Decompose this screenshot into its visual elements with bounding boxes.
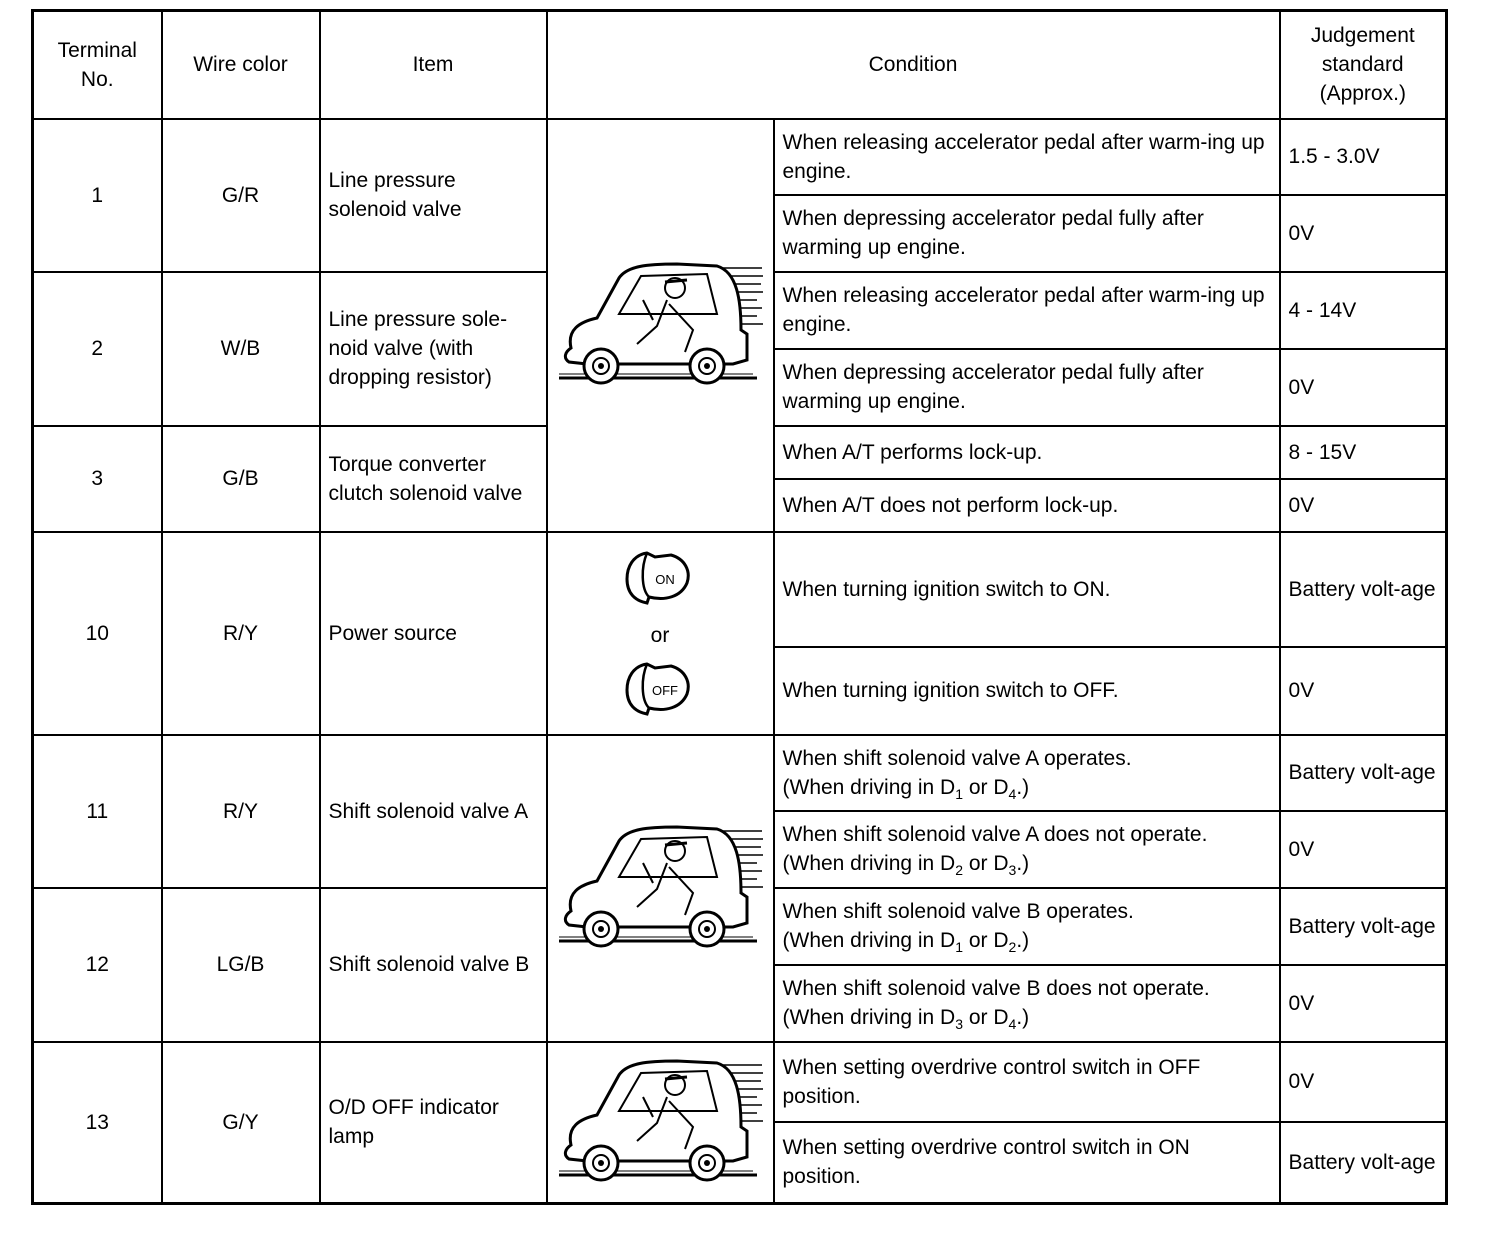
terminal-no: 12 bbox=[33, 888, 162, 1042]
driving-car-icon bbox=[557, 1057, 763, 1187]
ignition-key-on-icon bbox=[625, 549, 695, 607]
condition-illustration bbox=[547, 735, 774, 1042]
ignition-illustration bbox=[547, 532, 774, 735]
key-on-label: ON bbox=[655, 571, 675, 587]
item-name: Power source bbox=[320, 532, 547, 735]
wire-color: G/Y bbox=[162, 1042, 320, 1204]
header-wire-color: Wire color bbox=[162, 11, 320, 119]
header-item: Item bbox=[320, 11, 547, 119]
item-name: Torque converter clutch solenoid valve bbox=[320, 426, 547, 532]
terminal-no: 2 bbox=[33, 272, 162, 426]
condition-text: When turning ignition switch to ON. bbox=[774, 532, 1280, 647]
judgement-value: 0V bbox=[1280, 1042, 1447, 1122]
condition-text: When shift solenoid valve A operates. (When driving in $D_1$ or $D_4$.) bbox=[774, 735, 1280, 811]
terminal-no: 1 bbox=[33, 119, 162, 272]
condition-illustration bbox=[547, 119, 774, 532]
condition-text: When A/T performs lock-up. bbox=[774, 426, 1280, 479]
driving-car-icon bbox=[557, 260, 763, 390]
terminal-no: 3 bbox=[33, 426, 162, 532]
condition-text: When shift solenoid valve A does not operate. (When driving in $D_2$ or $D_3$.) bbox=[774, 811, 1280, 888]
judgement-value: Battery volt-age bbox=[1280, 735, 1447, 811]
judgement-value: 0V bbox=[1280, 965, 1447, 1042]
condition-text: When A/T does not perform lock-up. bbox=[774, 479, 1280, 532]
condition-text: When turning ignition switch to OFF. bbox=[774, 647, 1280, 735]
condition-text: When releasing accelerator pedal after warm-ing up engine. bbox=[774, 119, 1280, 195]
or-label: or bbox=[650, 623, 670, 647]
terminal-no: 13 bbox=[33, 1042, 162, 1204]
condition-text: When setting overdrive control switch in OFF position. bbox=[774, 1042, 1280, 1122]
condition-text: When shift solenoid valve B operates. (When driving in $D_1$ or $D_2$.) bbox=[774, 888, 1280, 965]
terminal-inspection-table bbox=[31, 9, 1448, 1205]
driving-car-icon bbox=[557, 823, 763, 953]
condition-text: When depressing accelerator pedal fully after warming up engine. bbox=[774, 349, 1280, 426]
condition-text: When depressing accelerator pedal fully after warming up engine. bbox=[774, 195, 1280, 272]
judgement-value: 4 - 14V bbox=[1280, 272, 1447, 349]
header-terminal-no: Terminal No. bbox=[33, 11, 162, 119]
judgement-value: 0V bbox=[1280, 647, 1447, 735]
condition-illustration bbox=[547, 1042, 774, 1204]
key-off-label: OFF bbox=[652, 682, 678, 698]
wire-color: R/Y bbox=[162, 532, 320, 735]
judgement-value: 0V bbox=[1280, 195, 1447, 272]
wire-color: G/B bbox=[162, 426, 320, 532]
judgement-value: Battery volt-age bbox=[1280, 1122, 1447, 1204]
item-name: O/D OFF indicator lamp bbox=[320, 1042, 547, 1204]
terminal-no: 10 bbox=[33, 532, 162, 735]
condition-text: When shift solenoid valve B does not operate. (When driving in $D_3$ or $D_4$.) bbox=[774, 965, 1280, 1042]
item-name: Shift solenoid valve A bbox=[320, 735, 547, 888]
judgement-value: 0V bbox=[1280, 479, 1447, 532]
condition-text: When releasing accelerator pedal after warm-ing up engine. bbox=[774, 272, 1280, 349]
item-name: Line pressure solenoid valve bbox=[320, 119, 547, 272]
header-judgement-standard: Judgement standard (Approx.) bbox=[1280, 11, 1447, 119]
judgement-value: 8 - 15V bbox=[1280, 426, 1447, 479]
ignition-key-off-icon bbox=[625, 660, 695, 718]
judgement-value: Battery volt-age bbox=[1280, 532, 1447, 647]
judgement-value: 1.5 - 3.0V bbox=[1280, 119, 1447, 195]
terminal-no: 11 bbox=[33, 735, 162, 888]
judgement-value: 0V bbox=[1280, 811, 1447, 888]
judgement-value: Battery volt-age bbox=[1280, 888, 1447, 965]
wire-color: G/R bbox=[162, 119, 320, 272]
wire-color: W/B bbox=[162, 272, 320, 426]
item-name: Shift solenoid valve B bbox=[320, 888, 547, 1042]
wire-color: R/Y bbox=[162, 735, 320, 888]
wire-color: LG/B bbox=[162, 888, 320, 1042]
header-condition: Condition bbox=[547, 11, 1280, 119]
condition-text: When setting overdrive control switch in ON position. bbox=[774, 1122, 1280, 1204]
judgement-value: 0V bbox=[1280, 349, 1447, 426]
item-name: Line pressure sole-noid valve (with dropping resistor) bbox=[320, 272, 547, 426]
